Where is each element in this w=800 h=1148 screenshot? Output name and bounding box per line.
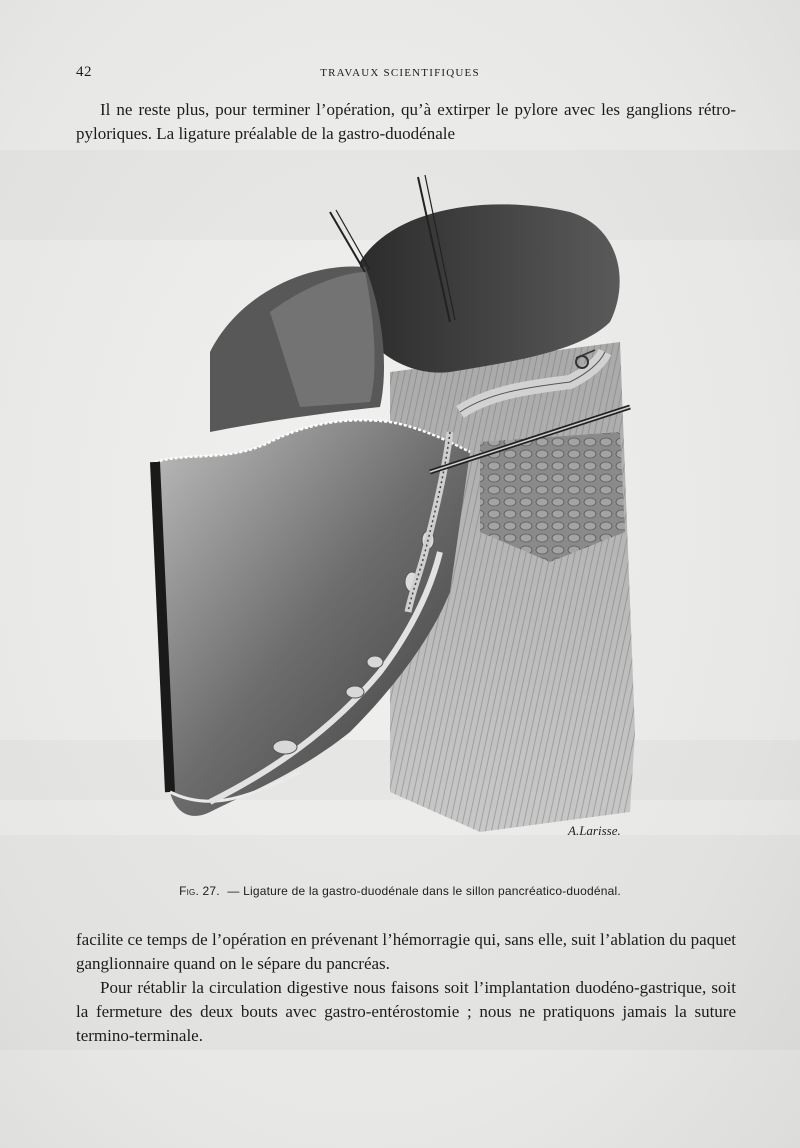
anatomical-illustration [150,172,640,864]
figure-label: Fig. 27. [179,884,220,898]
figure-caption-text: — Ligature de la gastro-duodénale dans le sillon pancréatico-duodénal. [227,884,621,898]
running-title: TRAVAUX SCIENTIFIQUES [320,67,480,79]
paragraphs-bottom [76,928,736,1048]
figure-caption [0,884,800,898]
paragraph-top [76,98,736,146]
paragraph-top-text: Il ne reste plus, pour terminer l’opération, qu’à extirper le pylore avec les ganglions rétro-pyloriques. La ligature préalable de la gastro-duodénale [76,100,736,143]
paragraph-continuation: facilite ce temps de l’opération en prévenant l’hémorragie qui, sans elle, suit l’ablation du paquet ganglionnaire quand on le sépare du pancréas. [76,930,736,973]
paragraph-circulation: Pour rétablir la circulation digestive nous faisons soit l’implantation duodéno-gastrique, soit la fermeture des deux bouts avec gastro-entérostomie ; nous ne pratiquons jamais la suture termino-terminale. [76,978,736,1045]
engraver-signature: A.Larisse. [568,823,621,838]
page-number: 42 [76,64,92,80]
surgical-engraving [150,172,640,864]
